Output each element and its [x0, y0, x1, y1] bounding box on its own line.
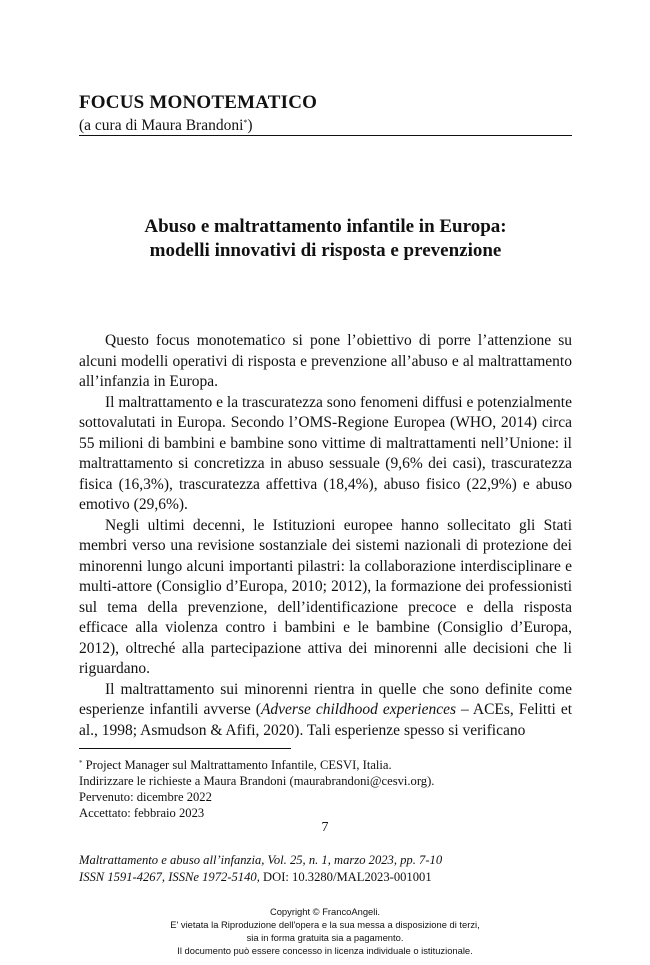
- curator-line: [79, 117, 253, 135]
- copyright-line-4: Il documento può essere concesso in licenza individuale o istituzionale.: [177, 945, 473, 956]
- journal-citation: [79, 852, 442, 869]
- footnote-accepted: Accettato: febbraio 2023: [79, 806, 205, 820]
- copyright-line-2: E' vietata la Riproduzione dell'opera e la sua messa a disposizione di terzi,: [170, 919, 480, 930]
- journal-identifiers: [79, 869, 442, 886]
- footnotes: [79, 755, 434, 821]
- article-title: [79, 215, 572, 263]
- footnote-affiliation-text: Project Manager sul Maltrattamento Infantile, CESVI, Italia.: [82, 758, 392, 772]
- footnote-mark: *: [79, 759, 83, 767]
- paragraph-4-italic: Adverse childhood experiences: [260, 701, 457, 718]
- footnote-rule: [79, 748, 291, 749]
- article-title-line-1: Abuso e maltrattamento infantile in Europa:: [144, 216, 507, 237]
- paragraph-3: Negli ultimi decenni, le Istituzioni europee hanno sollecitato gli Stati membri verso una revisione sostanziale dei sistemi nazionali di protezione dei minorenni lungo alcuni importanti pilastri: la collaborazione interdisciplinare e multi-attore (Consiglio d’Europa, 2010; 2012), la formazione dei professionisti sul tema della prevenzione, dell’identificazione precoce e della risposta efficace alla violenza contro i bambini e le bambine (Consiglio d’Europa, 2012), oltreché alla partecipazione attiva dei minorenni alle decisioni che li riguardano.: [79, 516, 572, 677]
- section-title: FOCUS MONOTEMATICO: [79, 92, 318, 113]
- article-title-line-2: modelli innovativi di risposta e prevenzione: [149, 240, 502, 261]
- body-text: [79, 331, 572, 741]
- copyright-line-3: sia in forma gratuita sia a pagamento.: [246, 932, 404, 943]
- curator-close: ): [247, 117, 253, 134]
- curator-text: (a cura di Maura Brandoni: [79, 117, 244, 134]
- paragraph-4: [79, 680, 572, 742]
- journal-info: [79, 852, 442, 886]
- journal-doi: DOI: 10.3280/MAL2023-001001: [259, 870, 432, 884]
- paragraph-4-end: – ACEs, Felitti et al., 1998; Asmudson & Afifi, 2020). Tali esperienze spesso si verificano: [79, 701, 573, 739]
- journal-citation-text: Maltrattamento e abuso all’infanzia, Vol. 25, n. 1, marzo 2023, pp. 7-10: [79, 853, 443, 867]
- curator-footnote-mark: *: [243, 118, 248, 127]
- page-number: 7: [321, 820, 329, 835]
- footnote-contact: Indirizzare le richieste a Maura Brandoni (maurabrandoni@cesvi.org).: [79, 774, 435, 788]
- paragraph-1: Questo focus monotematico si pone l’obiettivo di porre l’attenzione su alcuni modelli operativi di risposta e prevenzione all’abuso e al maltrattamento all’infanzia in Europa.: [79, 332, 572, 390]
- journal-issn: ISSN 1591-4267, ISSNe 1972-5140,: [79, 870, 260, 884]
- header-rule: [79, 135, 572, 136]
- copyright-notice: [0, 905, 650, 957]
- copyright-line-1: Copyright © FrancoAngeli.: [269, 906, 381, 917]
- footnote-affiliation: [79, 755, 434, 773]
- paragraph-2: Il maltrattamento e la trascuratezza sono fenomeni diffusi e potenzialmente sottovalutati in Europa. Secondo l’OMS-Regione Europea (WHO, 2014) circa 55 milioni di bambini e bambine sono vittime di maltrattamenti nell’Unione: il maltrattamento si concretizza in abuso sessuale (9,6% dei casi), trascuratezza fisica (16,3%), trascuratezza affettiva (18,4%), abuso fisico (22,9%) e abuso emotivo (29,6%).: [79, 393, 572, 513]
- footnote-received: Pervenuto: dicembre 2022: [79, 790, 212, 804]
- paragraph-4-start: Il maltrattamento sui minorenni rientra in quelle che sono definite come esperienze infantili avverse (: [79, 680, 572, 718]
